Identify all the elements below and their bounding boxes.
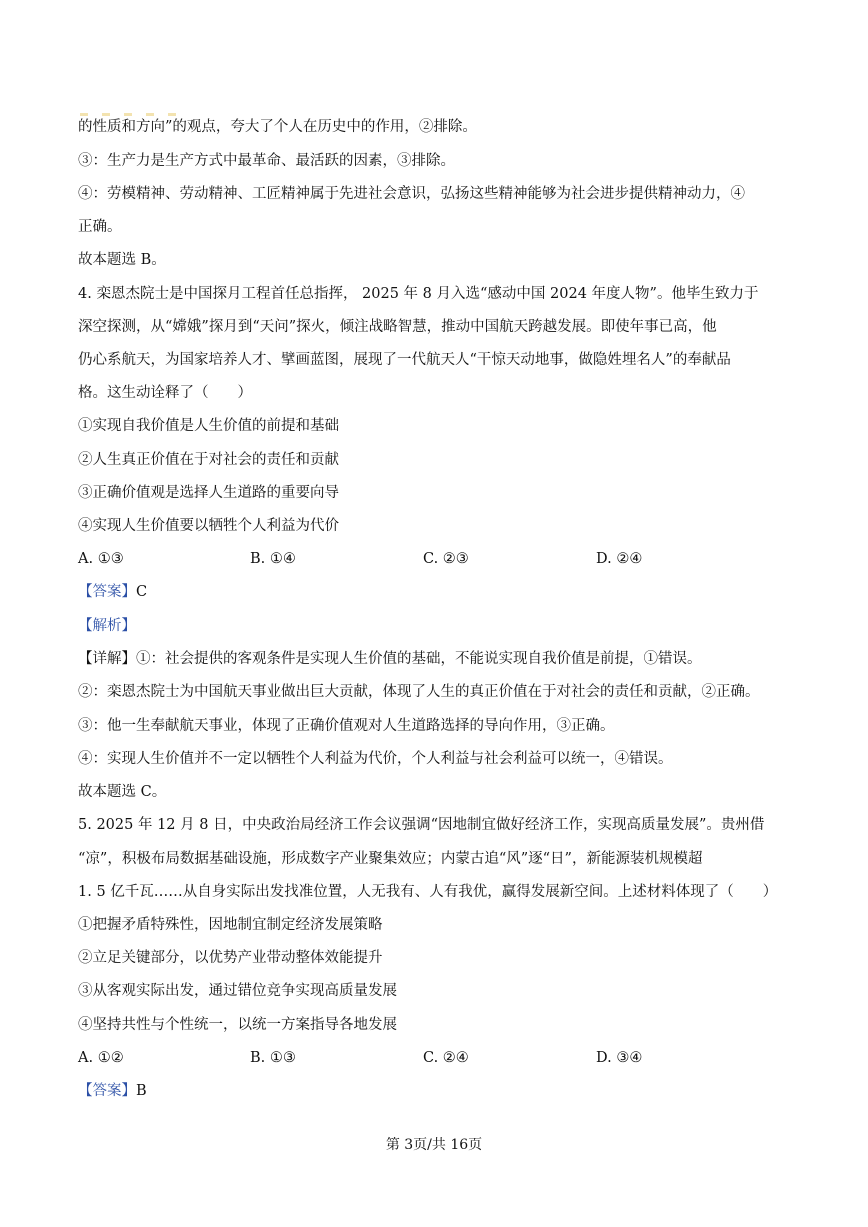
question-5-statement: ①把握矛盾特殊性，因地制宜制定经济发展策略 [78, 917, 383, 933]
question-5-stem: “凉”，积极布局数据基础设施，形成数字产业聚集效应；内蒙古追“风”逐“日”，新能源装机规模超 [78, 851, 703, 867]
option-b: B. ①③ [250, 1050, 296, 1066]
text-line: 故本题选 B。 [78, 252, 166, 268]
question-4-stem: 4. 栾恩杰院士是中国探月工程首任总指挥， 2025 年 8 月入选“感动中国 2024 年度人物”。他毕生致力于 [78, 286, 759, 302]
page-footer: 第 3页/共 16页 [385, 1137, 483, 1153]
question-4-statement: ②人生真正价值在于对社会的责任和贡献 [78, 452, 339, 468]
answer-label: 【答案】 [78, 1083, 136, 1099]
option-a: A. ①② [78, 1050, 124, 1066]
question-4-detail: ②：栾恩杰院士为中国航天事业做出巨大贡献，体现了人生的真正价值在于对社会的责任和贡献，②正确。 [78, 684, 760, 700]
text-line: ④：劳模精神、劳动精神、工匠精神属于先进社会意识，弘扬这些精神能够为社会进步提供精神动力，④ [78, 186, 745, 202]
question-4-statement: ①实现自我价值是人生价值的前提和基础 [78, 418, 339, 434]
question-4-stem: 深空探测，从“嫦娥”探月到“天问”探火，倾注战略智慧，推动中国航天跨越发展。即使年事已高，他 [78, 319, 717, 335]
text-line: 正确。 [78, 219, 122, 235]
option-d: D. ③④ [596, 1050, 643, 1066]
question-4-statement: ③正确价值观是选择人生道路的重要向导 [78, 485, 339, 501]
question-5-statement: ③从客观实际出发，通过错位竞争实现高质量发展 [78, 983, 397, 999]
question-4-stem: 格。这生动诠释了（ ） [78, 385, 252, 401]
analysis-label: 【解析】 [78, 618, 136, 634]
question-4-detail: 【详解】①：社会提供的客观条件是实现人生价值的基础，不能说实现自我价值是前提，①错误。 [78, 651, 702, 667]
question-5-statement: ②立足关键部分，以优势产业带动整体效能提升 [78, 950, 383, 966]
answer-value: B [136, 1083, 147, 1099]
option-c: C. ②③ [423, 551, 469, 567]
question-4-detail: 故本题选 C。 [78, 784, 167, 800]
question-5-statement: ④坚持共性与个性统一，以统一方案指导各地发展 [78, 1017, 397, 1033]
answer-label: 【答案】 [78, 584, 136, 600]
option-c: C. ②④ [423, 1050, 469, 1066]
question-4-analysis-label [78, 616, 778, 636]
question-5-stem: 1. 5 亿千瓦……从自身实际出发找准位置，人无我有、人有我优，赢得发展新空间。上述材料体现了（ ） [78, 884, 778, 900]
option-d: D. ②④ [596, 551, 643, 567]
question-5-answer [78, 1081, 778, 1101]
question-4-detail: ③：他一生奉献航天事业，体现了正确价值观对人生道路选择的导向作用，③正确。 [78, 718, 615, 734]
text-line: ③：生产力是生产方式中最革命、最活跃的因素，③排除。 [78, 153, 455, 169]
watermark-fragment [80, 101, 210, 105]
question-4-answer [78, 582, 778, 602]
answer-value: C [136, 584, 148, 600]
question-5-stem: 5. 2025 年 12 月 8 日，中央政治局经济工作会议强调“因地制宜做好经济工作，实现高质量发展”。贵州借 [78, 817, 765, 833]
option-b: B. ①④ [250, 551, 296, 567]
text-line: 的性质和方向”的观点，夸大了个人在历史中的作用，②排除。 [78, 119, 477, 135]
option-a: A. ①③ [78, 551, 124, 567]
question-4-detail: ④：实现人生价值并不一定以牺牲个人利益为代价，个人利益与社会利益可以统一，④错误。 [78, 751, 673, 767]
question-4-stem: 仍心系航天，为国家培养人才、擘画蓝图，展现了一代航天人“干惊天动地事，做隐姓埋名人”的奉献品 [78, 352, 731, 368]
question-4-statement: ④实现人生价值要以牺牲个人利益为代价 [78, 518, 339, 534]
